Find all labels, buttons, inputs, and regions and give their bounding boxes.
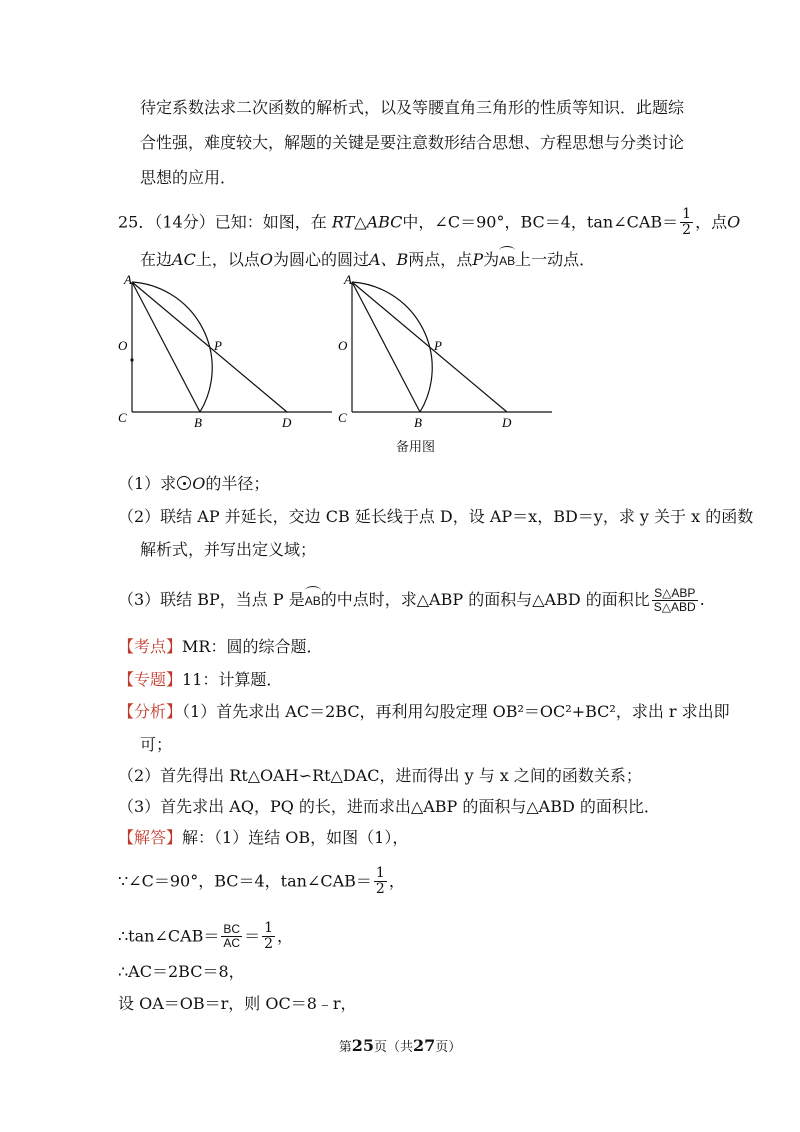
- circle-dot-symbol: [177, 476, 191, 490]
- intro-line-2: 合性强，难度较大，解题的关键是要注意数形结合思想、方程思想与分类讨论: [140, 133, 685, 152]
- step-4: 设 OA＝OB＝r，则 OC＝8﹣r，: [118, 994, 357, 1013]
- fraction-half: $\frac{1}{2}$: [682, 206, 692, 239]
- problem-line-1: 25．（14分）已知：如图，在 RT△ABC中，∠C＝90°，BC＝4，tan∠CAB＝ $\frac{1}{2}$ ，点O: [118, 206, 741, 239]
- intro-line-3: 思想的应用．: [140, 168, 237, 187]
- backup-figure-caption: 备用图: [396, 439, 436, 454]
- figure-main: [118, 272, 332, 430]
- question-1: （1）求 O的半径；: [118, 474, 270, 493]
- svg-text:P: P: [434, 338, 442, 353]
- label-b: B: [194, 415, 202, 430]
- fenxi-line-3: （2）首先得出 Rt△OAH∽Rt△DAC，进而得出 y 与 x 之间的函数关系；: [118, 766, 642, 785]
- label-o: O: [118, 338, 128, 353]
- page-footer: 第25页（共27页）: [338, 1036, 462, 1055]
- intro-line-1: 待定系数法求二次函数的解析式，以及等腰直角三角形的性质等知识．此题综: [140, 98, 685, 117]
- label-c: C: [118, 410, 127, 425]
- question-2-line-2: 解析式，并写出定义域；: [140, 540, 317, 559]
- svg-text:B: B: [414, 415, 422, 430]
- fenxi-line-2: 可；: [140, 735, 173, 754]
- label-p: P: [214, 338, 222, 353]
- zhuanti-line: 【专题】11：计算题．: [118, 670, 283, 689]
- kaodian-line: 【考点】MR：圆的综合题．: [118, 637, 323, 656]
- svg-text:O: O: [338, 338, 348, 353]
- question-2-line-1: （2）联结 AP 并延长，交边 CB 延长线于点 D，设 AP＝x，BD＝y，求 y 关于 x 的函数: [118, 507, 754, 526]
- step-1: ∵∠C＝90°，BC＝4，tan∠CAB＝ $\frac{1}{2}$ ，: [118, 865, 405, 898]
- figure-backup: [338, 272, 552, 430]
- fenxi-line-1: 【分析】（1）首先求出 AC＝2BC，再利用勾股定理 OB²＝OC²+BC²，求出 r 求出即: [118, 702, 730, 721]
- fenxi-line-4: （3）首先求出 AQ，PQ 的长，进而求出△ABP 的面积与△ABD 的面积比．: [118, 797, 660, 816]
- svg-text:D: D: [502, 415, 512, 430]
- label-a: A: [124, 272, 132, 287]
- svg-text:A: A: [344, 272, 352, 287]
- geometry-figure: [110, 270, 570, 430]
- question-3: （3）联结 BP，当点 P 是AB的中点时，求△ABP 的面积与△ABD 的面积比 $\frac{\text{S△ABP}}{\text{S△ABD}}$ .: [118, 585, 705, 614]
- area-ratio-fraction: $\frac{\text{S△ABP}}{\text{S△ABD}}$: [653, 585, 696, 614]
- arc-ab-symbol: AB: [499, 245, 515, 271]
- svg-text:C: C: [338, 410, 347, 425]
- step-2: ∴tan∠CAB＝ $\frac{BC}{AC}$ ＝ $\frac{1}{2}$ ，: [118, 920, 294, 953]
- step-3: ∴AC＝2BC＝8，: [118, 962, 245, 981]
- problem-line-2: 在边AC上，以点O为圆心的圆过A、B两点，点P为AB上一动点．: [140, 245, 595, 271]
- jieda-line: 【解答】解：（1）连结 OB，如图（1），: [118, 828, 409, 847]
- label-d: D: [282, 415, 292, 430]
